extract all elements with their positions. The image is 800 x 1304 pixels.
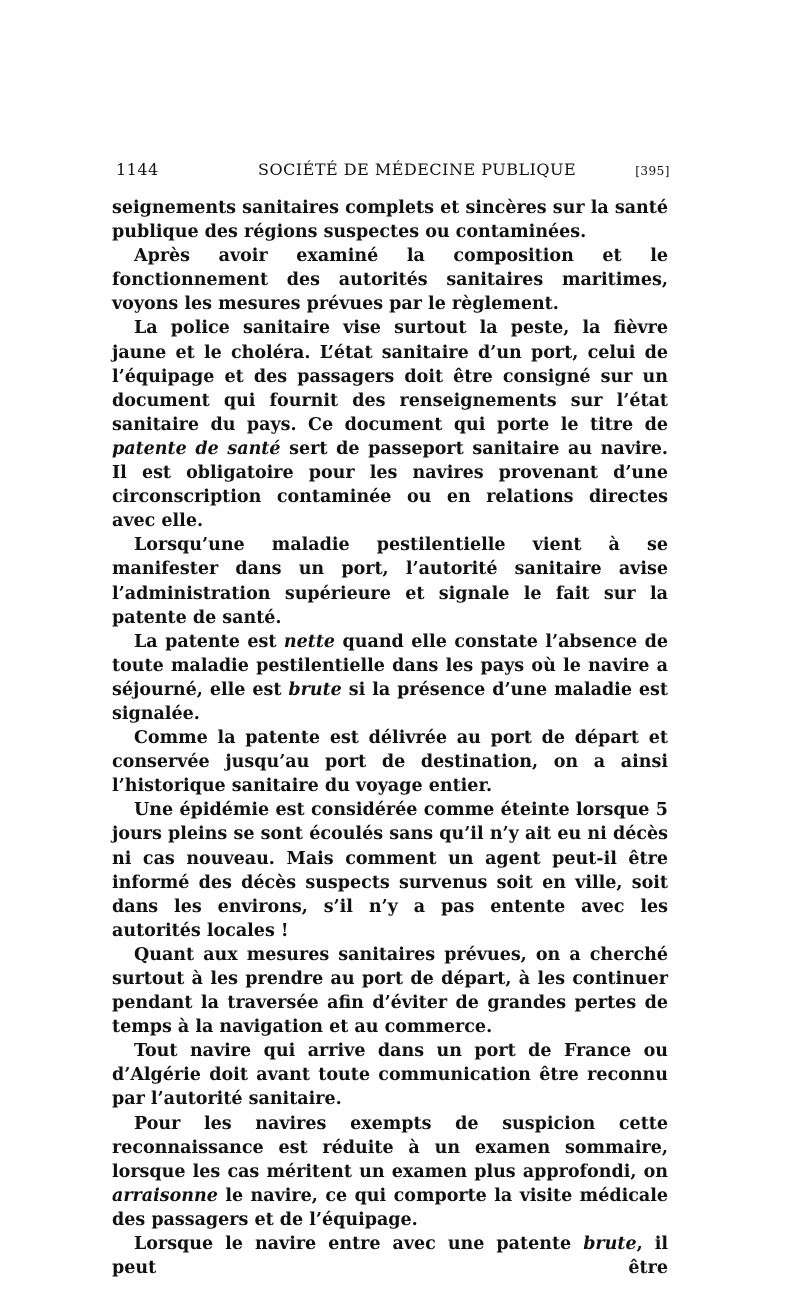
- reference-number: [395]: [635, 164, 670, 178]
- italic-term: patente de santé: [112, 438, 281, 459]
- italic-term: nette: [283, 631, 336, 652]
- italic-term: brute: [583, 1234, 637, 1255]
- paragraph-10: Pour les navires exempts de suspicion cette reconnaissance est réduite à un examen sommaire, lorsque les cas méritent un examen plus approfondi, on arraisonne le navire, ce qui comporte la visite médicale des passagers et de l’équipage.: [112, 1113, 668, 1230]
- paragraph-8: Quant aux mesures sanitaires prévues, on a cherché surtout à les prendre au port de départ, à les continuer pendant la traversée afin d’éviter de grandes pertes de temps à la navigation et au commerce.: [112, 944, 668, 1038]
- italic-term: arraisonne: [112, 1185, 218, 1206]
- paragraph-2: Après avoir examiné la composition et le fonctionnement des autorités sanitaires maritimes, voyons les mesures prévues par le règlement.: [112, 246, 668, 315]
- page-header: [112, 158, 670, 186]
- paragraph-5: La patente est nette quand elle constate l’absence de toute maladie pestilentielle dans les pays où le navire a séjourné, elle est brute si la présence d’une maladie est signalée.: [112, 631, 669, 724]
- italic-term: brute: [288, 679, 342, 700]
- paragraph-11: Lorsque le navire entre avec une patente brute, il peut être: [112, 1234, 668, 1279]
- paragraph-1: seignements sanitaires complets et sincères sur la santé publique des régions suspectes ou contaminées.: [112, 198, 668, 243]
- running-title: SOCIÉTÉ DE MÉDECINE PUBLIQUE: [258, 160, 577, 179]
- page-number: 1144: [116, 160, 159, 179]
- paragraph-4: Lorsqu’une maladie pestilentielle vient à se manifester dans un port, l’autorité sanitaire avise l’administration supérieure et signale le fait sur la patente de santé.: [112, 535, 668, 628]
- paragraph-6: Comme la patente est délivrée au port de départ et conservée jusqu’au port de destination, on a ainsi l’historique sanitaire du voyage entier.: [112, 728, 668, 797]
- paragraph-3: La police sanitaire vise surtout la peste, la fièvre jaune et le choléra. L’état sanitaire d’un port, celui de l’équipage et des passagers doit être consigné sur un document qui fournit des renseignements sur l’état sanitaire du pays. Ce document qui porte le titre de patente de santé sert de passeport sanitaire au navire. Il est obligatoire pour les navires provenant d’une circonscription contaminée ou en relations directes avec elle.: [112, 318, 669, 532]
- body-text: [112, 196, 668, 1280]
- paragraph-9: Tout navire qui arrive dans un port de France ou d’Algérie doit avant toute communication être reconnu par l’autorité sanitaire.: [112, 1041, 668, 1110]
- paragraph-7: Une épidémie est considérée comme éteinte lorsque 5 jours pleins se sont écoulés sans qu’il n’y ait eu ni décès ni cas nouveau. Mais comment un agent peut-il être informé des décès suspects survenus soit en ville, soit dans les environs, s’il n’y a pas entente avec les autorités locales !: [112, 800, 668, 941]
